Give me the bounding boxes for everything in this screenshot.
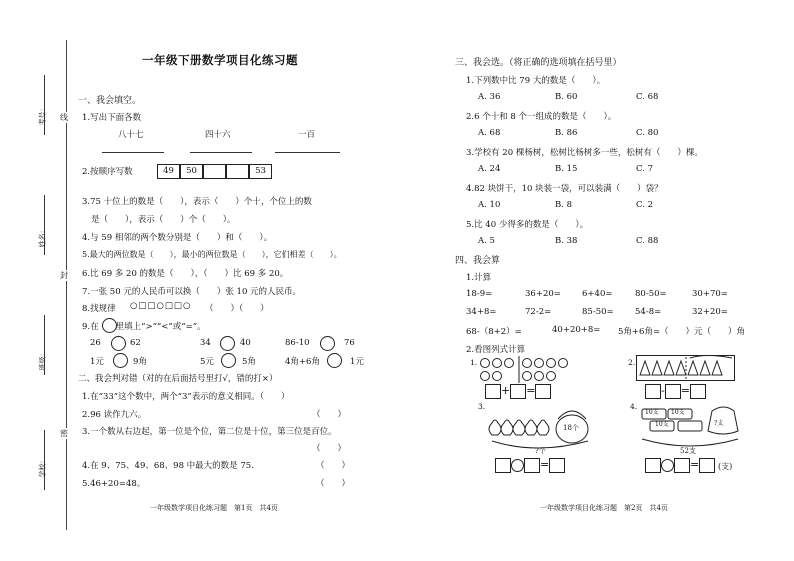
s1-q6: 6.比 69 多 20 的数是（ ），（ ）比 69 多 20。 [82,269,289,279]
answer-box[interactable] [495,458,511,473]
s3-q3: 3.学校有 20 棵杨树，松树比杨树多一些，松树有（ ）棵。 [466,148,703,158]
compare-circle[interactable] [102,318,117,333]
equation-boxes: = [645,458,715,473]
answer-line [190,152,252,153]
footer-right: 一年级数学项目化练习题 第2页 共4页 [540,504,668,512]
judge-item: 3.一个数从右边起，第一位是个位，第二位是十位，第三位是百位。 [82,427,337,437]
answer-box[interactable] [645,384,661,399]
calc-item: 32+20= [692,307,728,317]
calc-item: 5角+6角=（ ）元（ ）角 [618,327,746,337]
compare-left: 5元 [200,357,214,367]
sequence-boxes [157,164,272,179]
calc-item: 30+70= [692,289,728,299]
s1-q2: 2.按顺序写数 [82,167,133,177]
judge-item: 1.在“33”这个数中，两个“3”表示的意义相同。（ ） [82,392,290,402]
section3-heading: 三、我会选。（将正确的选项填在括号里） [455,58,622,68]
calc-item: 85-50= [582,307,614,317]
operator-circle[interactable] [661,459,674,472]
section2-heading: 二、我会判对错（对的在后面括号里打√，错的打×） [78,374,278,384]
s1-q8-pattern: ○□□○□□○ [130,301,192,311]
bundle-label: 10支 [645,409,659,416]
bundle-label: 10支 [655,421,669,428]
unit-label: (支) [718,462,733,471]
class-line [44,315,45,375]
operator-circle[interactable] [511,459,524,472]
option: B. 60 [555,92,578,102]
answer-box[interactable] [549,458,565,473]
name-line [44,195,45,255]
compare-left: 1元 [90,357,104,367]
compare-circle[interactable] [220,336,235,351]
s1-q8: 8.找规律 [82,304,116,314]
s1-q1: 1.写出下面各数 [82,113,142,123]
exam-no-line [44,75,45,135]
answer-box[interactable] [535,384,551,399]
option: C. 7 [636,164,654,174]
answer-box[interactable] [665,384,681,399]
compare-circle[interactable] [320,336,335,351]
option: B. 8 [555,200,573,210]
problem-number: 4. [630,402,638,411]
calc-item: 18-9= [466,289,493,299]
problem-number: 2. [628,358,636,367]
school-label: 学校： [38,456,47,478]
problem-number: 1. [470,358,478,367]
s1-q1-word: 八十七 [118,130,144,140]
equation-boxes: + = [485,384,551,399]
compare-right: 9角 [133,357,147,367]
s1-q5: 5.最大的两位数是（ ），最小的两位数是（ ），它们相差（ ）。 [82,250,342,259]
calc-item: 68-（8+2）= [466,327,522,337]
compare-right: 76 [344,338,355,348]
equation-boxes: = [495,458,565,473]
answer-line [102,152,164,153]
s1-q8-blanks: （ ）（ ） [205,304,269,314]
s1-q3-line2: 是（ ），表示（ ）个（ ）。 [91,215,236,225]
calc-item: 72-2= [525,307,552,317]
seal-char: 线 [60,113,68,122]
option: C. 88 [636,236,659,246]
page-title: 一年级下册数学项目化练习题 [142,53,298,67]
option: A. 68 [478,128,501,138]
judge-paren[interactable]: （ ） [312,410,347,420]
unknown-label: ?个 [535,447,546,455]
sequence-cell [226,164,249,179]
option: B. 38 [555,236,578,246]
calc-item: 80-50= [635,289,667,299]
answer-box[interactable] [524,458,540,473]
s1-q3-line1: 3.75 十位上的数是（ ），表示（ ）个十，个位上的数 [82,197,312,207]
calc-item: 34+8= [466,307,497,317]
s1-q1-word: 一百 [298,130,316,140]
sequence-cell: 50 [180,164,203,179]
compare-left: 86-10 [285,338,310,348]
calc-item: 40+20+8= [552,325,601,335]
compare-right: 40 [240,338,251,348]
answer-box[interactable] [690,384,706,399]
judge-paren[interactable]: （ ） [316,479,351,489]
s4-sub1: 1.计算 [466,273,492,283]
calc-item: 54-8= [635,307,662,317]
problem-number: 3. [478,402,486,411]
s1-q1-word: 四十六 [205,130,231,140]
answer-box[interactable] [645,458,661,473]
judge-paren[interactable]: （ ） [316,461,351,471]
judge-item: 4.在 9、75、49、68、98 中最大的数是 75. [82,461,254,471]
s1-q4: 4.与 59 相邻的两个数分别是（ ）和（ ）。 [82,233,273,243]
answer-box[interactable] [485,384,501,399]
option: C. 80 [636,128,659,138]
binding-strip [0,0,70,561]
seal-char: 密 [60,429,68,438]
compare-right: 1元 [350,357,364,367]
answer-box[interactable] [510,384,526,399]
compare-circle[interactable] [221,353,236,368]
seal-char: 封 [60,271,68,280]
s3-q2: 2.6 个十和 8 个一组成的数是（ ）。 [466,112,617,122]
exam-no-label: 考号： [38,104,47,126]
option: A. 10 [478,200,501,210]
sequence-cell: 53 [249,164,272,179]
judge-paren[interactable]: （ ） [312,444,347,454]
footer-left: 一年级数学项目化练习题 第1页 共4页 [150,504,278,512]
section4-heading: 四、我会算 [455,256,501,266]
sequence-cell [203,164,226,179]
option: A. 36 [478,92,501,102]
option: C. 2 [636,200,654,210]
section1-heading: 一、我会填空。 [78,96,142,106]
judge-item: 5.46+20=48。 [82,479,146,489]
compare-left: 26 [90,338,101,348]
name-label: 姓名： [38,226,47,248]
s3-q5: 5.比 40 少得多的数是（ ）。 [466,220,589,230]
bundle-label: 10支 [671,409,685,416]
compare-right: 5角 [242,357,256,367]
option: B. 86 [555,128,578,138]
s1-q9: 9.在 里填上“>”“<”或“=”。 [82,322,206,332]
calc-item: 6+40= [582,289,613,299]
compare-circle[interactable] [327,353,342,368]
triangles-diagram [636,355,736,383]
basket-label: 18个 [563,424,579,432]
compare-left: 4角+6角 [285,357,320,367]
answer-box[interactable] [674,458,690,473]
s3-q4: 4.82 块饼干，10 块装一袋，可以装满（ ）袋？ [466,184,663,194]
option: B. 15 [555,164,578,174]
class-label: 班级： [38,349,47,371]
school-line [44,430,45,490]
equation-boxes: - = [645,384,706,399]
option: A. 5 [478,236,495,246]
compare-right: 62 [130,338,141,348]
answer-line [275,152,340,153]
compare-left: 34 [200,338,211,348]
s3-q1: 1.下列数中比 79 大的数是（ ）。 [466,76,606,86]
sequence-cell: 49 [157,164,180,179]
option: A. 24 [478,164,501,174]
bag-label: ?支 [714,420,724,427]
s1-q7: 7.一张 50 元的人民币可以换（ ）张 10 元的人民币。 [82,287,302,297]
compare-circle[interactable] [111,336,126,351]
compare-circle[interactable] [113,353,128,368]
s4-sub2: 2.看图列式计算 [466,345,526,355]
answer-box[interactable] [699,458,715,473]
option: C. 68 [636,92,659,102]
judge-item: 2.96 读作九六。 [82,410,147,420]
calc-item: 36+20= [525,289,561,299]
total-label: 52支 [680,447,696,455]
